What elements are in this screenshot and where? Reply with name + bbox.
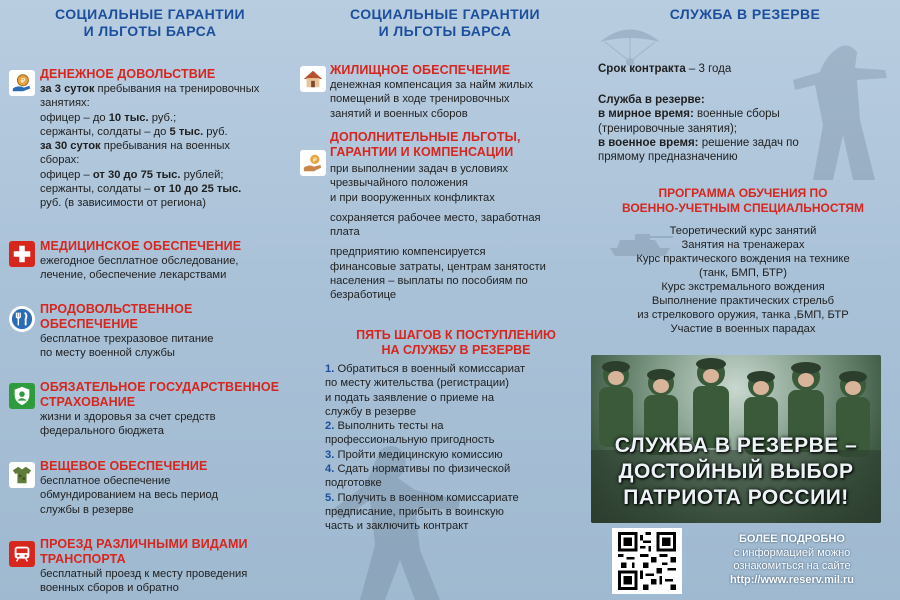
extra-benefits-text-3: предприятию компенсируется финансовые затраты, центрам занятости населения – выплаты по пособиям по безработице [330,246,546,302]
clothing-section [40,459,298,517]
extra-benefits-text-2: сохраняется рабочее место, заработная плата [330,211,541,239]
slogan-line-2: ДОСТОЙНЫЙ ВЫБОР [618,460,854,483]
housing-section [330,63,588,121]
medical-cross-icon [9,241,35,267]
insurance-text: жизни и здоровья за счет средств федерального бюджета [40,411,216,438]
column-2-title: СОЦИАЛЬНЫЕ ГАРАНТИИ И ЛЬГОТЫ БАРСА [350,6,540,39]
qr-code[interactable] [612,528,682,594]
insurance-section [40,380,300,439]
program-item: Курс экстремального вождения [661,281,825,293]
transport-heading: ПРОЕЗД РАЗЛИЧНЫМИ ВИДАМИ ТРАНСПОРТА [40,537,248,566]
five-steps-heading: ПЯТЬ ШАГОВ К ПОСТУПЛЕНИЮ НА СЛУЖБУ В РЕЗЕРВЕ [356,328,556,357]
website-link[interactable]: http://www.reserv.mil.ru [729,573,855,586]
column-1-title: СОЦИАЛЬНЫЕ ГАРАНТИИ И ЛЬГОТЫ БАРСА [55,6,245,39]
step-1: 1. Обратиться в военный комиссариат по месту жительства (регистрации) и подать заявление о приеме на службу в резерве [325,363,526,418]
svg-text:₽: ₽ [20,76,26,85]
five-steps-list [325,362,587,534]
program-item: Выполнение практических стрельб [651,295,835,307]
food-section [40,302,298,361]
shield-icon [9,383,35,409]
column-3-title: СЛУЖБА В РЕЗЕРВЕ [669,6,821,22]
more-info-block: БОЛЕЕ ПОДРОБНО с информацией можно ознакомиться на сайте http://www.reserv.mil.ru [697,533,887,587]
qr-code-icon [616,532,678,590]
insurance-heading: ОБЯЗАТЕЛЬНОЕ ГОСУДАРСТВЕННОЕ СТРАХОВАНИЕ [40,380,280,409]
five-steps-section [325,328,587,534]
extra-benefits-text-1: при выполнении задач в условиях чрезвычайного положения и при вооруженных конфликтах [330,163,508,204]
svg-text:₽: ₽ [312,156,317,165]
food-heading: ПРОДОВОЛЬСТВЕННОЕ ОБЕСПЕЧЕНИЕ [40,302,193,331]
medical-heading: МЕДИЦИНСКОЕ ОБЕСПЕЧЕНИЕ [40,239,242,253]
housing-text: денежная компенсация за найм жилых помещений в ходе тренировочных занятий и военных сборов [330,79,533,120]
medical-section [40,239,298,283]
program-item: Теоретический курс занятий [669,225,817,237]
coin-hand-icon [9,70,35,96]
slogan-line-1: СЛУЖБА В РЕЗЕРВЕ – [614,434,858,457]
clothing-heading: ВЕЩЕВОЕ ОБЕСПЕЧЕНИЕ [40,459,208,473]
extra-benefits-heading: ДОПОЛНИТЕЛЬНЫЕ ЛЬГОТЫ, ГАРАНТИИ И КОМПЕНСАЦИИ [330,130,521,159]
house-icon [300,66,326,92]
medical-text: ежегодное бесплатное обследование, лечение, обеспечение лекарствами [40,255,239,282]
hand-coin-icon [300,150,326,176]
food-text: бесплатное трехразовое питание по месту военной службы [40,333,214,360]
extra-benefits-section [330,130,590,303]
money-allowance-heading: ДЕНЕЖНОЕ ДОВОЛЬСТВИЕ [40,67,216,81]
training-program-section [590,186,896,336]
transport-section [40,537,298,596]
slogan-line-3: ПАТРИОТА РОССИИ! [623,486,849,509]
program-item: из стрелкового оружия, танка ,БМП, БТР [637,309,849,321]
paratrooper-silhouette-icon [595,22,665,67]
reserve-service-info: Служба в резерве: в мирное время: военные сборы (тренировочные занятия); в военное время: решение задач по прямому предназначению [598,94,799,164]
uniform-icon [9,462,35,488]
fork-knife-icon [9,306,35,332]
step-4: 4. Сдать нормативы по физической подготовке [325,463,511,490]
money-allowance-text: за 3 суток пребывания на тренировочных занятиях: офицер – до 10 тыс. руб.; сержанты, солдаты – до 5 тыс. руб. за 30 суток пребывания на военных сборах: офицер – от 30 до 75 тыс. рублей; сержанты, солдаты – от 10 до 25 тыс. руб. (в зависимости от региона) [40,83,260,210]
contract-info: Срок контракта – 3 года [598,63,732,75]
soldiers-photo-banner [591,355,881,523]
step-5: 5. Получить в военном комиссариате предписание, прибыть в воинскую часть и заключить контракт [325,491,519,533]
program-item: Занятия на тренажерах [681,239,805,251]
training-program-heading: ПРОГРАММА ОБУЧЕНИЯ ПО ВОЕННО-УЧЕТНЫМ СПЕЦИАЛЬНОСТЯМ [621,186,865,215]
step-3: 3. Пройти медицинскую комиссию [325,448,503,461]
housing-heading: ЖИЛИЩНОЕ ОБЕСПЕЧЕНИЕ [330,63,511,77]
program-item: Участие в военных парадах [670,323,816,335]
train-icon [9,541,35,567]
transport-text: бесплатный проезд к месту проведения военных сборов и обратно [40,568,248,595]
program-item: (танк, БМП, БТР) [698,267,787,279]
money-allowance-section [40,67,298,211]
clothing-text: бесплатное обеспечение обмундированием на весь период службы в резерве [40,475,219,516]
column-benefits-2 [300,0,590,600]
training-program-list [590,224,896,336]
column-benefits-1 [0,0,300,600]
program-item: Курс практического вождения на технике [636,253,850,265]
step-2: 2. Выполнить тесты на профессиональную пригодность [325,420,495,447]
